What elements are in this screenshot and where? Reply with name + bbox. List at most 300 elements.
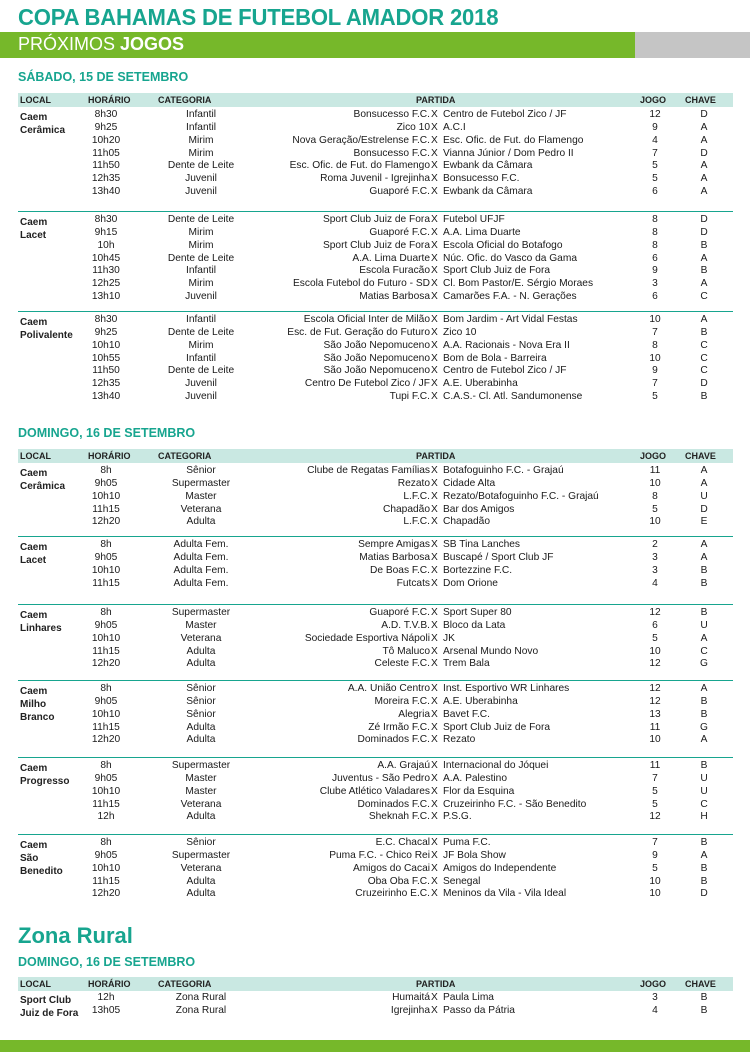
match-category: Juvenil [185,291,217,303]
versus-mark: X [431,173,438,185]
match-key: H [700,811,708,823]
versus-mark: X [431,365,438,377]
match-category: Adulta [186,658,216,670]
match-time: 9h05 [94,772,118,784]
match-row [18,682,733,695]
match-row [18,490,733,503]
home-team: Guaporé F.C. [369,186,430,198]
match-number: 5 [652,798,658,810]
match-category: Sênior [186,708,216,720]
versus-mark: X [431,607,438,618]
match-category: Sênior [186,837,216,848]
match-time: 12h20 [91,888,121,900]
versus-mark: X [431,683,438,694]
away-team: Chapadão [443,516,491,528]
match-key: D [700,378,708,390]
match-time: 11h15 [92,645,120,657]
group-divider [18,757,733,758]
away-team: Dom Orione [443,577,498,589]
match-category: Supermaster [171,760,231,771]
away-team: Bom de Bola - Barreira [443,352,547,364]
match-number: 10 [649,875,661,887]
away-team: Meninos da Vila - Vila Ideal [443,888,567,900]
versus-mark: X [431,239,438,251]
match-row [18,515,733,528]
match-key: B [700,607,708,618]
home-team: Guaporé F.C. [369,607,430,618]
versus-mark: X [431,1004,438,1016]
versus-mark: X [431,862,438,874]
match-category: Infantil [185,265,216,277]
away-team: Cruzeirinho F.C. - São Benedito [443,798,587,810]
match-key: A [700,314,708,325]
match-row [18,290,733,303]
home-team: Guaporé F.C. [369,226,430,238]
away-team: P.S.G. [443,811,472,823]
match-time: 10h10 [91,708,121,720]
match-time: 11h50 [92,160,120,172]
col-categoria-header: CATEGORIA [158,95,212,105]
match-key: A [700,734,708,746]
home-team: Oba Oba F.C. [367,875,430,887]
versus-mark: X [431,147,438,159]
match-time: 11h15 [92,798,120,810]
match-row [18,147,733,160]
match-number: 3 [652,992,658,1003]
match-row [18,733,733,746]
versus-mark: X [431,734,438,746]
match-key: E [700,516,708,528]
group-divider [18,680,733,681]
home-team: E.C. Chacal [375,837,430,848]
versus-mark: X [431,490,438,502]
match-time: 11h15 [92,721,120,733]
match-row [18,326,733,339]
match-number: 10 [649,352,661,364]
match-category: Supermaster [171,477,231,489]
home-team: Roma Juvenil - Igrejinha [320,173,430,185]
versus-mark: X [431,291,438,303]
match-time: 9h05 [94,551,118,563]
banner-subtitle: PRÓXIMOS JOGOS [18,34,185,54]
versus-mark: X [431,252,438,264]
home-team: Bonsucesso F.C. [353,109,430,120]
match-key: A [700,173,708,185]
away-team: Botafoguinho F.C. - Grajaú [443,465,564,476]
match-number: 5 [652,503,658,515]
group-divider [18,211,733,212]
home-team: Dominados F.C. [357,798,430,810]
match-row [18,172,733,185]
venue-name: Caem Linhares [20,610,62,634]
match-number: 10 [649,516,661,528]
match-category: Adulta [186,734,216,746]
match-number: 5 [652,632,658,644]
versus-mark: X [431,186,438,198]
home-team: Matias Barbosa [359,551,430,563]
away-team: Centro de Futebol Zico / JF [443,365,567,377]
subtitle-banner [0,32,750,58]
match-number: 10 [649,314,661,325]
match-number: 8 [652,490,658,502]
match-category: Adulta [186,811,216,823]
table-header [18,977,733,991]
match-number: 10 [649,734,661,746]
match-row [18,798,733,811]
match-row [18,785,733,798]
match-key: A [700,683,708,694]
match-row [18,121,733,134]
match-category: Sênior [186,683,216,694]
match-time: 8h [100,539,112,550]
match-row [18,159,733,172]
versus-mark: X [431,503,438,515]
away-team: Sport Club Juiz de Fora [443,721,551,733]
match-row [18,390,733,403]
match-row [18,377,733,390]
match-number: 3 [652,278,658,290]
col-local-header: LOCAL [20,451,51,461]
match-number: 8 [652,339,658,351]
match-category: Master [185,785,217,797]
match-row [18,836,733,849]
away-team: JF Bola Show [443,849,506,861]
match-number: 3 [652,551,658,563]
away-team: Ewbank da Câmara [443,160,533,172]
col-local-header: LOCAL [20,979,51,989]
match-category: Adulta Fem. [173,564,229,576]
match-number: 9 [652,849,658,861]
match-time: 10h55 [91,352,121,364]
match-category: Mirim [188,239,214,251]
match-key: A [700,134,708,146]
match-category: Juvenil [185,391,217,403]
home-team: Chapadão [382,503,430,515]
match-category: Mirim [188,278,214,290]
home-team: Puma F.C. - Chico Rei [329,849,430,861]
match-time: 8h [100,607,112,618]
match-number: 6 [652,291,658,303]
match-row [18,619,733,632]
match-time: 10h10 [91,339,121,351]
match-row [18,657,733,670]
away-team: Puma F.C. [443,837,491,848]
away-team: Trem Bala [443,658,490,670]
match-key: A [700,121,708,133]
match-row [18,606,733,619]
match-key: B [700,239,708,251]
match-row [18,352,733,365]
versus-mark: X [431,837,438,848]
match-row [18,721,733,734]
away-team: Esc. Ofic. de Fut. do Flamengo [443,134,584,146]
home-team: Humaitá [392,992,430,1003]
match-number: 7 [652,326,658,338]
home-team: São João Nepomuceno [323,352,430,364]
home-team: Sheknah F.C. [368,811,430,823]
home-team: Sport Club Juiz de Fora [322,214,430,225]
match-key: U [700,490,708,502]
match-category: Infantil [185,352,216,364]
away-team: Passo da Pátria [443,1004,515,1016]
away-team: Zico 10 [443,326,477,338]
match-time: 11h30 [92,265,120,277]
match-time: 12h35 [91,173,121,185]
home-team: Juventus - São Pedro [332,772,430,784]
match-time: 13h40 [91,391,121,403]
match-key: D [700,503,708,515]
away-team: Futebol UFJF [443,214,505,225]
away-team: A.C.I [443,121,466,133]
match-row [18,464,733,477]
match-time: 9h05 [94,619,118,631]
match-number: 11 [649,465,661,476]
away-team: Cl. Bom Pastor/E. Sérgio Moraes [443,278,594,290]
match-number: 8 [652,226,658,238]
match-category: Sênior [186,695,216,707]
match-number: 12 [649,109,661,120]
match-row [18,875,733,888]
match-category: Dente de Leite [167,214,235,225]
match-key: C [700,352,708,364]
match-category: Adulta [186,888,216,900]
match-number: 8 [652,239,658,251]
versus-mark: X [431,339,438,351]
venue-name: Caem Milho Branco [20,686,55,723]
match-key: B [700,837,708,848]
match-row [18,645,733,658]
match-category: Adulta [186,516,216,528]
away-team: Escola Oficial do Botafogo [443,239,563,251]
match-category: Mirim [188,134,214,146]
match-time: 9h05 [94,695,118,707]
home-team: Amigos do Cacai [352,862,430,874]
home-team: L.F.C. [403,516,430,528]
match-time: 12h20 [91,734,121,746]
match-row [18,991,733,1004]
match-category: Infantil [185,314,216,325]
match-category: Dente de Leite [167,252,235,264]
home-team: Centro De Futebol Zico / JF [304,378,430,390]
away-team: Bavet F.C. [443,708,490,720]
match-key: U [700,772,708,784]
match-time: 12h20 [91,658,121,670]
match-row [18,364,733,377]
match-category: Supermaster [171,849,231,861]
home-team: Sport Club Juiz de Fora [322,239,430,251]
match-number: 5 [652,785,658,797]
match-time: 11h05 [92,147,120,159]
match-category: Supermaster [171,607,231,618]
home-team: Sociedade Esportiva Nápoli [304,632,430,644]
match-row [18,538,733,551]
versus-mark: X [431,785,438,797]
away-team: Bar dos Amigos [443,503,515,515]
match-row [18,849,733,862]
match-category: Adulta Fem. [173,577,229,589]
home-team: Futcats [396,577,430,589]
col-jogo-header: JOGO [640,95,667,105]
home-team: Esc. de Fut. Geração do Futuro [287,326,430,338]
match-key: A [700,278,708,290]
match-time: 8h30 [94,214,118,225]
match-number: 12 [649,811,661,823]
venue-name: Caem Cerâmica [20,112,66,136]
versus-mark: X [431,326,438,338]
home-team: Celeste F.C. [374,658,430,670]
match-key: A [700,632,708,644]
home-team: A.A. Grajaú [377,760,430,771]
home-team: Zé Irmão F.C. [368,721,430,733]
match-key: B [700,875,708,887]
match-time: 12h [97,992,115,1003]
match-row [18,632,733,645]
match-time: 11h15 [92,503,120,515]
away-team: Cidade Alta [443,477,496,489]
away-team: A.E. Uberabinha [443,378,518,390]
match-time: 10h10 [91,785,121,797]
match-row [18,708,733,721]
col-local-header: LOCAL [20,95,51,105]
away-team: Arsenal Mundo Novo [443,645,539,657]
versus-mark: X [431,645,438,657]
away-team: Sport Super 80 [443,607,512,618]
match-time: 11h50 [92,365,120,377]
match-time: 9h05 [94,477,118,489]
match-row [18,277,733,290]
match-row [18,862,733,875]
versus-mark: X [431,992,438,1003]
match-time: 12h [97,811,115,823]
match-number: 6 [652,619,658,631]
away-team: Sport Club Juiz de Fora [443,265,551,277]
match-number: 12 [649,658,661,670]
match-time: 9h05 [94,849,118,861]
match-time: 12h35 [91,378,121,390]
col-chave-header: CHAVE [685,979,716,989]
match-key: C [700,645,708,657]
home-team: São João Nepomuceno [323,339,430,351]
match-number: 5 [652,160,658,172]
match-key: U [700,619,708,631]
match-key: B [700,862,708,874]
match-key: B [700,265,708,277]
away-team: Vianna Júnior / Dom Pedro II [443,147,574,159]
venue-name: Sport Club Juiz de Fora [20,995,79,1019]
home-team: Sempre Amigas [358,539,430,550]
venue-name: Caem Lacet [20,542,48,566]
group-divider [18,536,733,537]
match-key: A [700,539,708,550]
versus-mark: X [431,564,438,576]
match-row [18,772,733,785]
home-team: Bonsucesso F.C. [353,147,430,159]
match-time: 8h [100,683,112,694]
versus-mark: X [431,265,438,277]
match-number: 8 [652,214,658,225]
day-title: DOMINGO, 16 DE SETEMBRO [18,426,196,440]
match-time: 13h10 [91,291,121,303]
match-number: 9 [652,121,658,133]
versus-mark: X [431,760,438,771]
match-category: Juvenil [185,186,217,198]
col-chave-header: CHAVE [685,451,716,461]
match-key: A [700,477,708,489]
versus-mark: X [431,875,438,887]
match-category: Infantil [185,109,216,120]
col-partida-header: PARTIDA [416,451,456,461]
match-category: Zona Rural [175,1004,227,1016]
away-team: Rezato [443,734,476,746]
away-team: Bloco da Lata [443,619,506,631]
versus-mark: X [431,121,438,133]
versus-mark: X [431,539,438,550]
versus-mark: X [431,888,438,900]
match-time: 10h [97,239,115,251]
match-number: 10 [649,645,661,657]
match-key: B [700,708,708,720]
match-time: 9h25 [94,326,118,338]
match-number: 4 [652,577,658,589]
home-team: Tô Maluco [382,645,430,657]
match-category: Zona Rural [175,992,227,1003]
home-team: A.D. T.V.B. [381,619,430,631]
versus-mark: X [431,811,438,823]
match-number: 4 [652,1004,658,1016]
home-team: Clube de Regatas Famílias [307,465,430,476]
away-team: Ewbank da Câmara [443,186,533,198]
versus-mark: X [431,378,438,390]
home-team: Dominados F.C. [357,734,430,746]
match-time: 13h40 [91,186,121,198]
match-category: Juvenil [185,173,217,185]
match-category: Infantil [185,121,216,133]
match-time: 12h20 [91,516,121,528]
home-team: Nova Geração/Estrelense F.C. [292,134,430,146]
match-key: A [700,849,708,861]
match-key: C [700,798,708,810]
match-time: 10h10 [91,632,121,644]
match-key: D [700,109,708,120]
match-time: 10h10 [91,564,121,576]
match-category: Mirim [188,226,214,238]
match-time: 8h [100,837,112,848]
away-team: JK [443,632,455,644]
col-jogo-header: JOGO [640,451,667,461]
versus-mark: X [431,278,438,290]
match-time: 9h15 [94,226,118,238]
match-category: Veterana [180,632,222,644]
versus-mark: X [431,226,438,238]
col-partida-header: PARTIDA [416,979,456,989]
match-number: 12 [649,695,661,707]
col-partida-header: PARTIDA [416,95,456,105]
versus-mark: X [431,477,438,489]
match-row [18,564,733,577]
match-row [18,577,733,590]
venue-name: Caem Progresso [20,763,70,787]
match-category: Veterana [180,862,222,874]
versus-mark: X [431,551,438,563]
away-team: Camarões F.A. - N. Gerações [443,291,577,303]
match-key: B [700,326,708,338]
home-team: Escola Oficial Inter de Milão [303,314,430,325]
versus-mark: X [431,695,438,707]
col-jogo-header: JOGO [640,979,667,989]
match-row [18,313,733,326]
match-key: U [700,785,708,797]
group-divider [18,604,733,605]
